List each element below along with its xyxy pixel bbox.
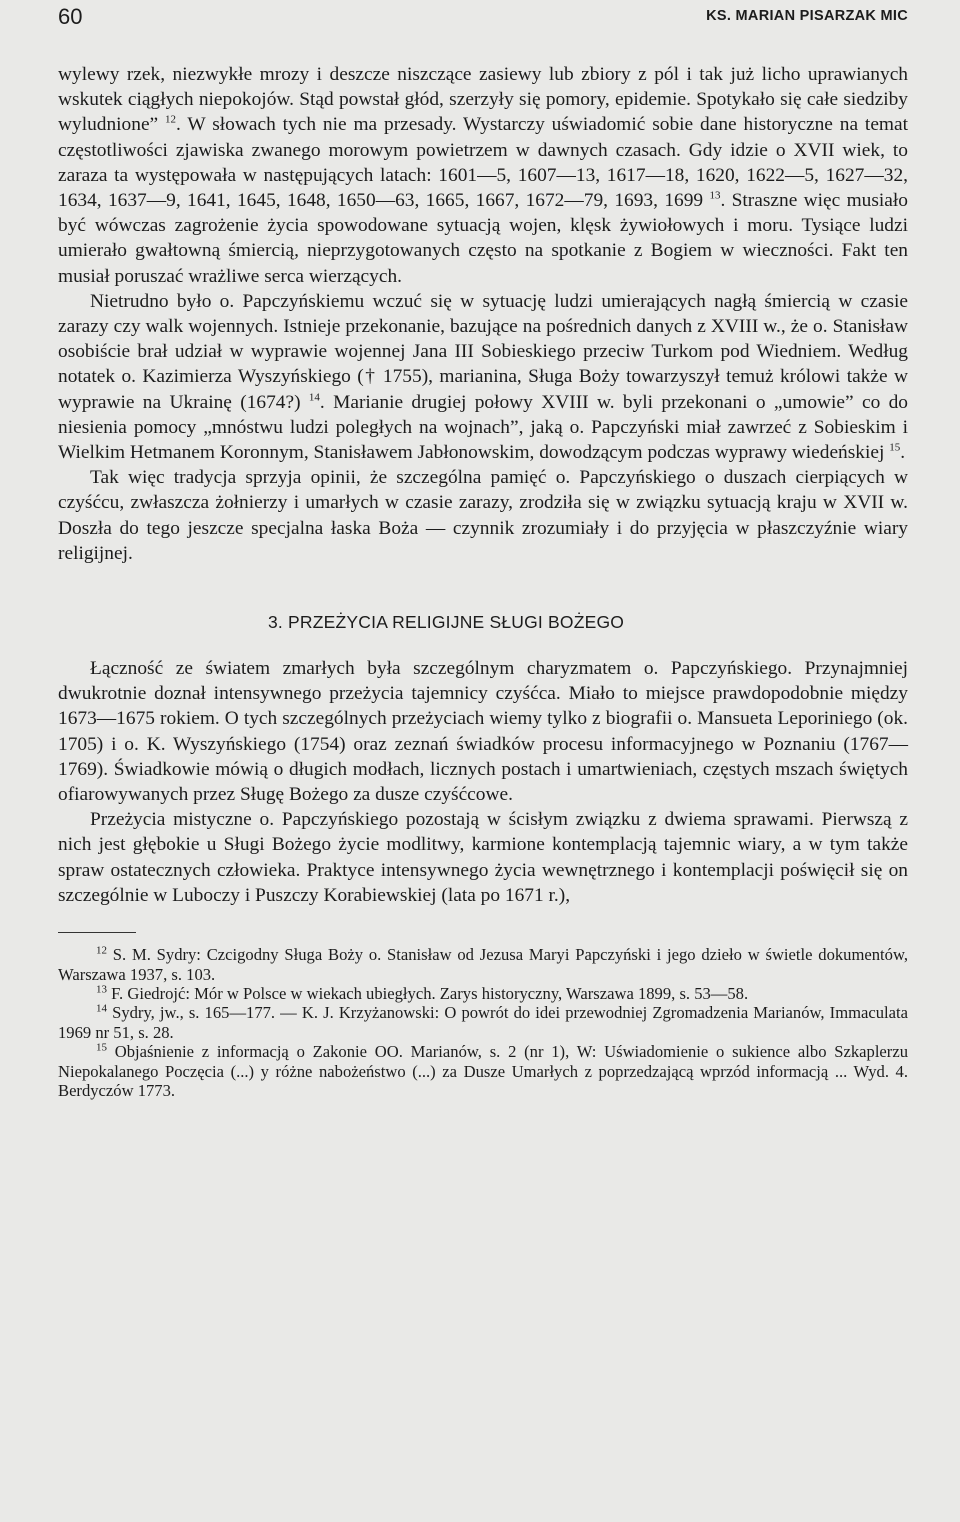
footnote-number: 12	[96, 944, 107, 957]
paragraph: Tak więc tradycja sprzyja opinii, że szczególna pamięć o. Papczyńskiego o duszach cierpiących w czyśćcu, zwłaszcza żołnierzy i umarłych w czasie zarazy, zrodziła się w związku sytuacją kraju w XVII w. Doszła do tego jeszcze specjalna łaska Boża — czynnik zrozumiały i do przyjęcia w płaszczyźnie wiary religijnej.	[58, 467, 908, 564]
paragraph: Łączność ze światem zmarłych była szczególnym charyzmatem o. Papczyńskiego. Przynajmniej dwukrotnie doznał intensywnego przeżycia tajemnicy czyśćca. Miało to miejsce prawdopodobnie między 1673—1675 rokiem. O tych szczególnych przeżyciach wiemy tylko z biografii o. Mansueta Leporiniego (ok. 1705) i o. K. Wyszyńskiego (1754) oraz zeznań świadków procesu informacyjnego w Poznaniu (1767—1769). Świadkowie mówią o długich modłach, licznych postach i umartwieniach, częstych mszach świętych ofiarowywanych przez Sługę Bożego za dusze czyśćcowe.	[58, 658, 908, 806]
paragraph: Przeżycia mistyczne o. Papczyńskiego pozostają w ścisłym związku z dwiema sprawami. Pierwszą z nich jest głębokie u Sługi Bożego życie modlitwy, karmione kontemplacją tajemnic wiary, a w tym także spraw ostatecznych człowieka. Praktyce intensywnego życia wewnętrznego i kontemplacji poświęcił się on szczególnie w Luboczy i Puszczy Korabiewskiej (lata po 1671 r.),	[58, 809, 908, 906]
main-text	[58, 62, 908, 908]
footnotes	[58, 945, 908, 1100]
section-heading: 3. PRZEŻYCIA RELIGIJNE SŁUGI BOŻEGO	[268, 612, 625, 633]
footnote: $^{15}$ Objaśnienie z informacją o Zakonie OO. Marianów, s. 2 (nr 1), W: Uświadomienie o sukience albo Szkaplerzu Niepokalanego Poczęcia (...) y różne nabożeństwo (...) za Dusze Umarłych z poprzedzającą wprzód informacją ... Wyd. 4. Berdyczów 1773.	[58, 1041, 908, 1100]
footnote: $^{12}$ S. M. Sydry: Czcigodny Sługa Boży o. Stanisław od Jezusa Maryi Papczyński i jego dzieło w świetle dokumentów, Warszawa 1937, s. 103.	[58, 944, 908, 984]
page-number: 60	[58, 4, 83, 29]
footnote: $^{14}$ Sydry, jw., s. 165—177. — K. J. Krzyżanowski: O powrót do idei przewodniej Zgromadzenia Marianów, Immaculata 1969 nr 51, s. 28.	[58, 1002, 908, 1042]
footnote-ref: 15	[889, 441, 901, 454]
paragraph: wylewy rzek, niezwykłe mrozy i deszcze niszczące zasiewy lub zbiory z pól i tak już licho uprawianych wskutek ciągłych niepokojów. Stąd powstał głód, szerzyły się pomory, epidemie. Spotykało się całe siedziby wyludnione” $^{12}$. W słowach tych nie ma przesady. Wystarczy uświadomić sobie dane historyczne na temat częstotliwości zjawiska zwanego morowym powietrzem w dawnych czasach. Gdy idzie o XVII wiek, to zaraza ta występowała w następujących latach: 1601—5, 1607—13, 1617—18, 1620, 1622—5, 1627—32, 1634, 1637—9, 1641, 1645, 1648, 1650—63, 1665, 1667, 1672—79, 1693, 1699 $^{13}$. Straszne więc musiało być wówczas zagrożenie życia spowodowane sytuacją wojen, klęsk żywiołowych i moru. Tysiące ludzi umierało gwałtowną śmiercią, nieprzygotowanych często na spotkanie z Bogiem w wieczności. Fakt ten musiał poruszać wrażliwe serca wierzących.	[58, 64, 908, 287]
footnote-ref: 14	[308, 391, 320, 404]
footnote-rule	[58, 932, 136, 933]
running-head: KS. MARIAN PISARZAK MIC	[706, 8, 908, 24]
footnote-number: 15	[96, 1041, 107, 1054]
footnote: $^{13}$ F. Giedrojć: Mór w Polsce w wiekach ubiegłych. Zarys historyczny, Warszawa 1899, s. 53—58.	[96, 983, 749, 1003]
paragraph: Nietrudno było o. Papczyńskiemu wczuć się w sytuację ludzi umierających nagłą śmiercią w czasie zarazy czy walk wojennych. Istnieje przekonanie, bazujące na pośrednich danych z XVIII w., że o. Stanisław osobiście brał udział w wyprawie wojennej Jana III Sobieskiego przeciw Turkom pod Wiedniem. Według notatek o. Kazimierza Wyszyńskiego († 1755), marianina, Sługa Boży towarzyszył temuż królowi także w wyprawie na Ukrainę (1674?) $^{14}$. Marianie drugiej połowy XVIII w. byli przekonani o „umowie” co do niesienia pomocy „mnóstwu ludzi poległych na wojnach”, jaką o. Papczyński miał zawrzeć z Sobieskim i Wielkim Hetmanem Koronnym, Stanisławem Jabłonowskim, dowodzącym podczas wyprawy wiedeńskiej $^{15}$.	[58, 290, 908, 464]
footnote-ref: 13	[709, 189, 721, 202]
footnote-ref: 12	[165, 113, 177, 126]
footnote-number: 14	[96, 1002, 107, 1015]
footnote-number: 13	[96, 983, 107, 996]
page-header	[58, 0, 908, 62]
